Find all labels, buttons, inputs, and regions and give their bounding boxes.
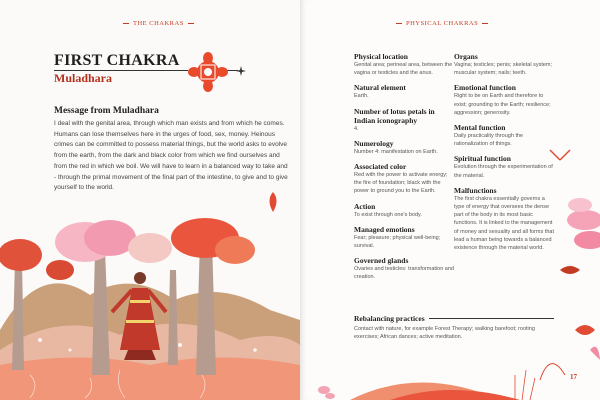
info-block: Number of lotus petals in Indian iconography 4. xyxy=(354,106,435,132)
info-block: Numerology Number 4: manifestation on Earth. xyxy=(354,138,438,155)
message-heading: Message from Muladhara xyxy=(54,106,159,116)
rebalancing-text: Contact with nature, for example Forest Therapy; walking barefoot; rooting exercises; African dances; active meditation. xyxy=(354,326,535,341)
info-block: Organs Vagina; testicles; penis; skeletal system; muscular system; nails; teeth. xyxy=(454,52,553,77)
sparkle-icon xyxy=(236,66,246,76)
leaf-icon xyxy=(266,192,280,212)
bottom-flora xyxy=(300,350,600,400)
page-subtitle: Muladhara xyxy=(54,71,113,85)
page-title: FIRST CHAKRA xyxy=(54,52,180,69)
info-block: Emotional function Right to be on Earth and therefore to exist; grounding to the Earth; resilience; aggression; generosity. xyxy=(454,83,551,116)
info-block: Natural element Earth. xyxy=(354,83,406,100)
info-column-1 xyxy=(354,52,454,288)
info-block: Physical location Genital area; perineal area, between the vagina or testicles and the anus. xyxy=(354,52,453,77)
info-block: Action To exist through one's body. xyxy=(354,201,422,218)
info-block: Spiritual function Evolution through the experimentation of the material. xyxy=(454,154,553,179)
message-body: I deal with the genital area, through which man exists and from which he comes. Humans can lose themselves here in the urges of food, sex, money. Heinous crimes can be committed to possess material things, but the world asks to evolve from the earth, from the dark and black color from which we find ourselves and from the red in which we boil. We will have to learn in a balanced way to take and - through the primal movement of the final part of the intestine, to give and to give yourself to the world. xyxy=(54,120,288,192)
rebalancing-heading: Rebalancing practices xyxy=(354,314,425,323)
info-block: Managed emotions Fear; pleasure; physical well-being; survival. xyxy=(354,224,441,250)
page-number: 17 xyxy=(570,373,577,381)
running-head-right: PHYSICAL CHAKRAS xyxy=(396,20,488,27)
right-page xyxy=(300,0,600,400)
rebalancing-section xyxy=(354,314,554,341)
running-head-left: THE CHAKRAS xyxy=(123,20,194,27)
info-block: Governed glands Ovaries and testicles: transformation and creation. xyxy=(354,256,454,281)
info-block: Associated color Red with the power to activate energy; the fire of foundation; black with the power to ground you to the Earth. xyxy=(354,162,448,195)
info-block: Malfunctions The first chakra essentially governs a type of energy that oversees the dense part of the body in its most basic functions. It is linked to the management of money and sexuality and all forms that lead a human being towards a balanced existence through the material world. xyxy=(454,185,554,252)
info-column-2 xyxy=(454,52,554,258)
lotus-chakra-icon xyxy=(188,52,228,92)
forest-illustration xyxy=(0,200,300,400)
info-block: Mental function Daily practicality through the rationalization of things. xyxy=(454,123,524,148)
